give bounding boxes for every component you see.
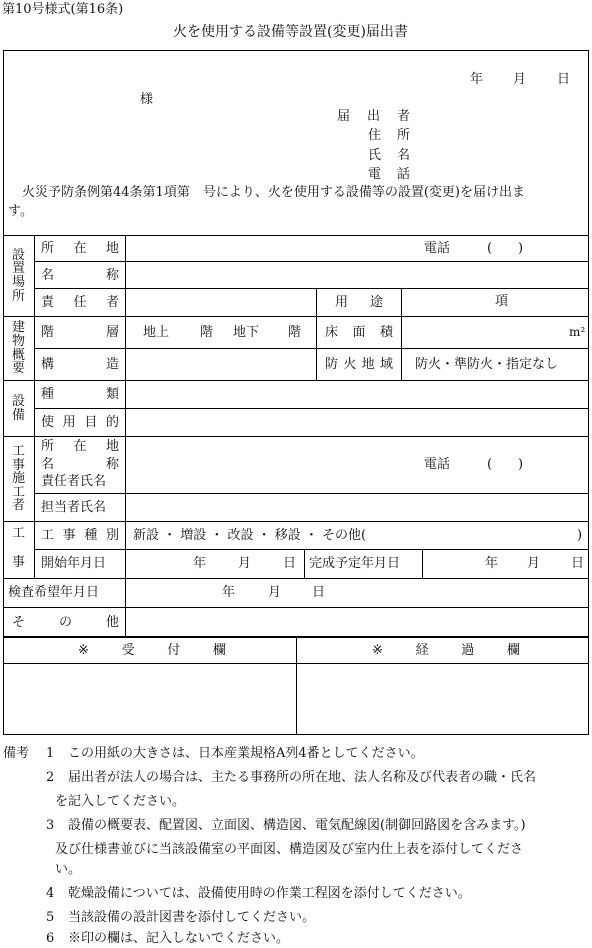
work-kind-options: 新設 ・ 増設 ・ 改設 ・ 移設 ・ その他( — [133, 528, 367, 543]
work-completion-label: 完成予定年月日 — [309, 556, 401, 571]
reporter-phone-label: 電 話 — [368, 166, 410, 182]
install-location-label: 所 在 地 — [41, 241, 119, 256]
other-label: そ の 他 — [12, 615, 119, 630]
form-number: 第10号様式(第16条) — [2, 2, 124, 17]
contractor-phone-close: ) — [518, 457, 524, 472]
reporter-label: 届 出 者 — [337, 108, 410, 124]
building-structure-label: 構 造 — [41, 357, 119, 372]
install-place-group-label: 設 置 場 所 — [11, 247, 25, 304]
inspection-year: 年 — [222, 585, 236, 600]
building-floor-unit-2: 階 — [288, 325, 302, 340]
building-floor-area-label: 床 面 積 — [325, 325, 393, 340]
building-above-ground: 地上 — [143, 325, 170, 340]
statement-line-2: す。 — [8, 204, 33, 219]
work-start-month: 月 — [238, 556, 252, 571]
statement-line-1: 火災予防条例第44条第1項第 号により、火を使用する設備等の設置(変更)を届け出ま — [22, 185, 525, 200]
page-title: 火を使用する設備等設置(変更)届出書 — [173, 24, 408, 40]
note-6-line-1: ※印の欄は、記入しないでください。 — [68, 931, 290, 946]
work-kind-label: 工 事 種 別 — [41, 528, 119, 543]
work-completion-year: 年 — [485, 556, 499, 571]
equipment-purpose-label: 使 用 目 的 — [41, 415, 119, 430]
contractor-manager-label: 責任者氏名 — [41, 474, 107, 489]
addressee-sama: 様 — [140, 92, 154, 107]
inspection-day: 日 — [312, 585, 326, 600]
note-5-number: 5 — [46, 910, 55, 925]
equipment-group-label: 設 備 — [11, 393, 25, 423]
note-4-number: 4 — [46, 886, 55, 901]
note-3-line-3: い。 — [55, 862, 82, 877]
work-kind-close: ) — [577, 528, 583, 543]
work-completion-month: 月 — [527, 556, 541, 571]
note-3-line-2: 及び仕様書並びに当該設備室の平面図、構造図及び室内仕上表を添付してくださ — [55, 842, 524, 857]
building-floors-label: 階 層 — [41, 325, 119, 340]
note-2-line-2: を記入してください。 — [55, 794, 186, 809]
work-start-day: 日 — [283, 556, 297, 571]
work-start-label: 開始年月日 — [41, 556, 107, 571]
note-6-number: 6 — [46, 931, 55, 946]
install-name-label: 名 称 — [41, 267, 119, 283]
equipment-type-label: 種 類 — [41, 387, 119, 402]
note-2-number: 2 — [46, 770, 55, 785]
date-day: 日 — [557, 72, 571, 87]
note-5-line-1: 当該設備の設計図書を添付してください。 — [68, 910, 316, 925]
building-fire-zone-options: 防火・準防火・指定なし — [415, 357, 559, 372]
note-1-number: 1 — [46, 746, 55, 761]
contractor-name-label: 名 称 — [41, 456, 119, 472]
install-phone-open: ( — [487, 241, 493, 256]
contractor-person-label: 担当者氏名 — [41, 500, 107, 515]
work-completion-day: 日 — [571, 556, 585, 571]
progress-header: ※ 経 過 欄 — [372, 643, 520, 658]
note-4-line-1: 乾燥設備については、設備使用時の作業工程図を添付してください。 — [68, 886, 471, 901]
note-3-number: 3 — [46, 818, 55, 833]
notes-heading: 備考 — [3, 746, 30, 761]
contractor-phone-label: 電話 — [424, 457, 451, 472]
inspection-month: 月 — [268, 585, 282, 600]
work-start-year: 年 — [193, 556, 207, 571]
header-box — [3, 50, 589, 236]
contractor-location-label: 所 在 地 — [41, 438, 119, 454]
work-group-char-2: 事 — [12, 555, 26, 570]
reporter-name-label: 氏 名 — [368, 147, 410, 163]
date-month: 月 — [513, 72, 527, 87]
reporter-address-label: 住 所 — [368, 127, 410, 143]
note-2-line-1: 届出者が法人の場合は、主たる事務所の所在地、法人名称及び代表者の職・氏名 — [68, 770, 537, 785]
building-below-ground: 地下 — [233, 325, 260, 340]
install-manager-label: 責 任 者 — [41, 295, 119, 310]
date-year: 年 — [470, 72, 484, 87]
building-area-unit: m² — [569, 325, 586, 339]
note-3-line-1: 設備の概要表、配置図、立面図、構造図、電気配線図(制御回路図を含みます。) — [68, 818, 526, 833]
work-group-char-1: 工 — [12, 526, 26, 541]
install-use-label: 用 途 — [335, 295, 383, 310]
contractor-group-label: 工 事 施 工 者 — [11, 443, 25, 514]
note-1-line-1: この用紙の大きさは、日本産業規格A列4番としてください。 — [68, 746, 424, 761]
install-use-item-unit: 項 — [495, 294, 509, 309]
contractor-phone-open: ( — [487, 457, 493, 472]
building-fire-zone-label: 防 火 地 域 — [325, 357, 393, 372]
reception-header: ※ 受 付 欄 — [78, 643, 226, 658]
building-floor-unit-1: 階 — [200, 325, 214, 340]
install-phone-label: 電話 — [424, 241, 451, 256]
inspection-label: 検査希望年月日 — [8, 585, 100, 600]
install-phone-close: ) — [518, 241, 524, 256]
building-group-label: 建 物 概 要 — [11, 320, 25, 377]
